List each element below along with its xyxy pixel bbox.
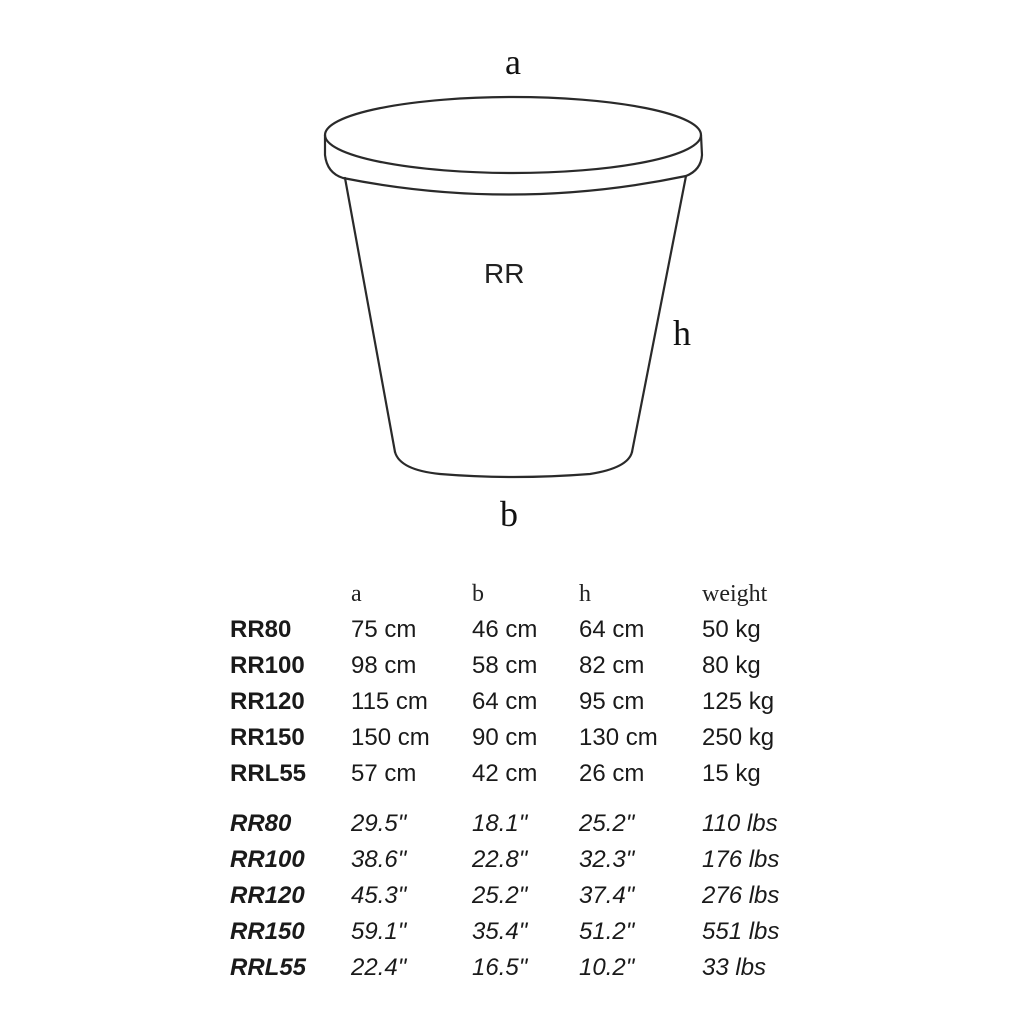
- pot-model-label: RR: [484, 258, 525, 289]
- table-row: [230, 756, 812, 792]
- h-cell: 26 cm: [579, 760, 645, 787]
- weight-cell: 551 lbs: [702, 918, 780, 945]
- h-cell: 51.2": [579, 918, 635, 945]
- table-row: [230, 720, 812, 756]
- pot-rim-edge: [325, 135, 702, 195]
- b-cell: 18.1": [472, 810, 528, 837]
- table-row: [230, 648, 812, 684]
- pot-base: [395, 452, 632, 477]
- a-cell: 59.1": [351, 918, 407, 945]
- weight-cell: 80 kg: [702, 652, 761, 679]
- b-cell: 58 cm: [472, 652, 538, 679]
- a-cell: 29.5": [351, 810, 407, 837]
- model-cell: RR150: [230, 724, 305, 751]
- model-cell: RRL55: [230, 954, 307, 981]
- model-cell: RR120: [230, 688, 305, 715]
- pot-rim-top: [325, 97, 701, 173]
- model-cell: RR100: [230, 846, 305, 873]
- table-row: [230, 842, 812, 878]
- dimension-label-a: a: [505, 42, 521, 82]
- weight-cell: 176 lbs: [702, 846, 780, 873]
- b-cell: 90 cm: [472, 724, 538, 751]
- a-cell: 57 cm: [351, 760, 417, 787]
- weight-cell: 33 lbs: [702, 954, 767, 981]
- dimension-label-b: b: [500, 494, 518, 534]
- weight-cell: 15 kg: [702, 760, 761, 787]
- pot-body-left: [345, 178, 395, 452]
- dimension-label-h: h: [673, 313, 691, 353]
- h-cell: 10.2": [579, 954, 635, 981]
- header-model: [230, 576, 351, 612]
- a-cell: 38.6": [351, 846, 407, 873]
- weight-cell: 110 lbs: [702, 810, 778, 837]
- table-row: [230, 806, 812, 842]
- metric-spec-table: [230, 576, 812, 792]
- model-cell: RR80: [230, 810, 292, 837]
- a-cell: 45.3": [351, 882, 407, 909]
- header-weight: weight: [702, 580, 768, 607]
- table-row: [230, 878, 812, 914]
- weight-cell: 250 kg: [702, 724, 775, 751]
- b-cell: 16.5": [472, 954, 528, 981]
- weight-cell: 50 kg: [702, 616, 761, 643]
- header-b: b: [472, 580, 484, 607]
- a-cell: 75 cm: [351, 616, 417, 643]
- table-row: [230, 914, 812, 950]
- a-cell: 115 cm: [351, 688, 428, 715]
- header-h: h: [579, 580, 591, 607]
- b-cell: 46 cm: [472, 616, 538, 643]
- h-cell: 95 cm: [579, 688, 645, 715]
- model-cell: RR120: [230, 882, 305, 909]
- table-row: [230, 612, 812, 648]
- model-cell: RR80: [230, 616, 292, 643]
- h-cell: 37.4": [579, 882, 635, 909]
- b-cell: 42 cm: [472, 760, 538, 787]
- b-cell: 25.2": [472, 882, 528, 909]
- table-header-row: [230, 576, 812, 612]
- header-a: a: [351, 580, 362, 607]
- table-row: [230, 950, 812, 986]
- weight-cell: 125 kg: [702, 688, 775, 715]
- imperial-spec-table: [230, 806, 812, 986]
- weight-cell: 276 lbs: [702, 882, 780, 909]
- table-row: [230, 684, 812, 720]
- a-cell: 22.4": [351, 954, 407, 981]
- h-cell: 64 cm: [579, 616, 645, 643]
- h-cell: 130 cm: [579, 724, 658, 751]
- b-cell: 35.4": [472, 918, 528, 945]
- h-cell: 32.3": [579, 846, 635, 873]
- a-cell: 150 cm: [351, 724, 430, 751]
- model-cell: RR100: [230, 652, 305, 679]
- b-cell: 64 cm: [472, 688, 538, 715]
- a-cell: 98 cm: [351, 652, 417, 679]
- h-cell: 25.2": [579, 810, 635, 837]
- model-cell: RRL55: [230, 760, 307, 787]
- h-cell: 82 cm: [579, 652, 645, 679]
- b-cell: 22.8": [472, 846, 528, 873]
- model-cell: RR150: [230, 918, 305, 945]
